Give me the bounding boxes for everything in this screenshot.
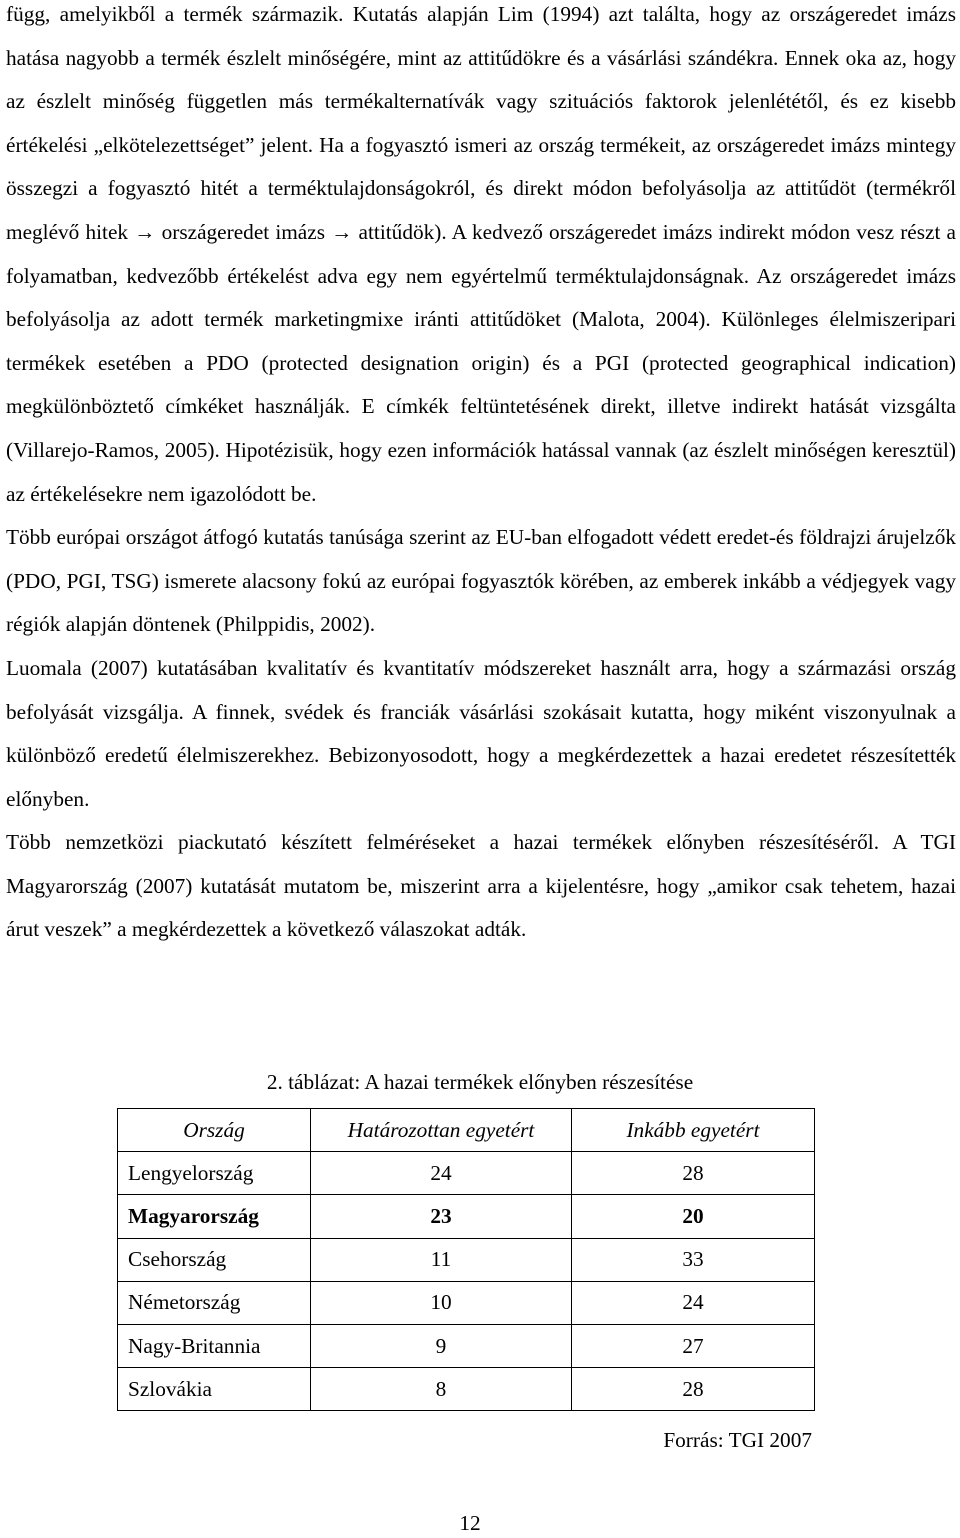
preference-table bbox=[117, 1108, 815, 1411]
country-cell: Németország bbox=[118, 1281, 311, 1324]
paragraph-3: Luomala (2007) kutatásában kvalitatív és kvantitatív módszereket használt arra, hogy a származási ország befolyását vizsgálja. A finnek, svédek és franciák vásárlási szokásait kutatta, hogy miként viszonyulnak a különböző eredetű élelmiszerekhez. Bebizonyosodott, hogy a megkérdezettek a hazai eredetet részesítették előnyben. bbox=[6, 655, 956, 811]
table-row bbox=[118, 1281, 815, 1324]
table-row bbox=[118, 1368, 815, 1411]
strongly-agree-cell: 9 bbox=[311, 1324, 572, 1367]
header-country: Ország bbox=[118, 1109, 311, 1152]
table-header-row bbox=[118, 1109, 815, 1152]
paragraph-4: Több nemzetközi piackutató készített felméréseket a hazai termékek előnyben részesítéséről. A TGI Magyarország (2007) kutatását mutatom be, miszerint arra a kijelentésre, hogy „amikor csak tehetem, hazai árut veszek” a megkérdezettek a következő válaszokat adták. bbox=[6, 830, 956, 942]
strongly-agree-cell: 11 bbox=[311, 1238, 572, 1281]
rather-agree-cell: 28 bbox=[572, 1368, 815, 1411]
strongly-agree-cell: 8 bbox=[311, 1368, 572, 1411]
rather-agree-cell: 24 bbox=[572, 1281, 815, 1324]
strongly-agree-cell: 23 bbox=[311, 1195, 572, 1238]
country-cell: Nagy-Britannia bbox=[118, 1324, 311, 1367]
country-cell: Lengyelország bbox=[118, 1152, 311, 1195]
body-text bbox=[6, 0, 956, 952]
page-number: 12 bbox=[459, 1511, 481, 1535]
table-row bbox=[118, 1324, 815, 1367]
rather-agree-cell: 27 bbox=[572, 1324, 815, 1367]
country-cell: Csehország bbox=[118, 1238, 311, 1281]
rather-agree-cell: 33 bbox=[572, 1238, 815, 1281]
header-strongly-agree: Határozottan egyetért bbox=[311, 1109, 572, 1152]
table-row bbox=[118, 1238, 815, 1281]
rather-agree-cell: 20 bbox=[572, 1195, 815, 1238]
paragraph-2: Több európai országot átfogó kutatás tanúsága szerint az EU-ban elfogadott védett eredet-és földrajzi árujelzők (PDO, PGI, TSG) ismerete alacsony fokú az európai fogyasztók körében, az emberek inkább a védjegyek vagy régiók alapján döntenek (Philppidis, 2002). bbox=[6, 525, 956, 637]
country-cell: Szlovákia bbox=[118, 1368, 311, 1411]
paragraph-1: függ, amelyikből a termék származik. Kutatás alapján Lim (1994) azt találta, hogy az országeredet imázs hatása nagyobb a termék észlelt minőségére, mint az attitűdökre és a vásárlási szándékra. Ennek oka az, hogy az észlelt minőség független más termékalternatívák vagy szituációs faktorok jelenlététől, és ez kisebb értékelési „elkötelezettséget” jelent. Ha a fogyasztó ismeri az ország termékeit, az országeredet imázs mintegy összegzi a fogyasztó hitét a terméktulajdonságokról, és direkt módon befolyásolja az attitűdöt (termékről meglévő hitek → országeredet imázs → attitűdök). A kedvező országeredet imázs indirekt módon vesz részt a folyamatban, kedvezőbb értékelést adva egy nem egyértelmű terméktulajdonságnak. Az országeredet imázs befolyásolja az adott termék marketingmixe iránti attitűdöket (Malota, 2004). Különleges élelmiszeripari termékek esetében a PDO (protected designation origin) és a PGI (protected geographical indication) megkülönböztető címkéket használják. E címkék feltüntetésének direkt, illetve indirekt hatását vizsgálta (Villarejo-Ramos, 2005). Hipotézisük, hogy ezen információk hatással vannak (az észlelt minőségen keresztül) az értékelésekre nem igazolódott be. bbox=[6, 2, 956, 506]
strongly-agree-cell: 10 bbox=[311, 1281, 572, 1324]
header-rather-agree: Inkább egyetért bbox=[572, 1109, 815, 1152]
strongly-agree-cell: 24 bbox=[311, 1152, 572, 1195]
country-cell: Magyarország bbox=[118, 1195, 311, 1238]
rather-agree-cell: 28 bbox=[572, 1152, 815, 1195]
table-row-highlighted bbox=[118, 1195, 815, 1238]
table-source: Forrás: TGI 2007 bbox=[663, 1428, 812, 1452]
table-caption: 2. táblázat: A hazai termékek előnyben részesítése bbox=[266, 1070, 694, 1094]
table-row bbox=[118, 1152, 815, 1195]
